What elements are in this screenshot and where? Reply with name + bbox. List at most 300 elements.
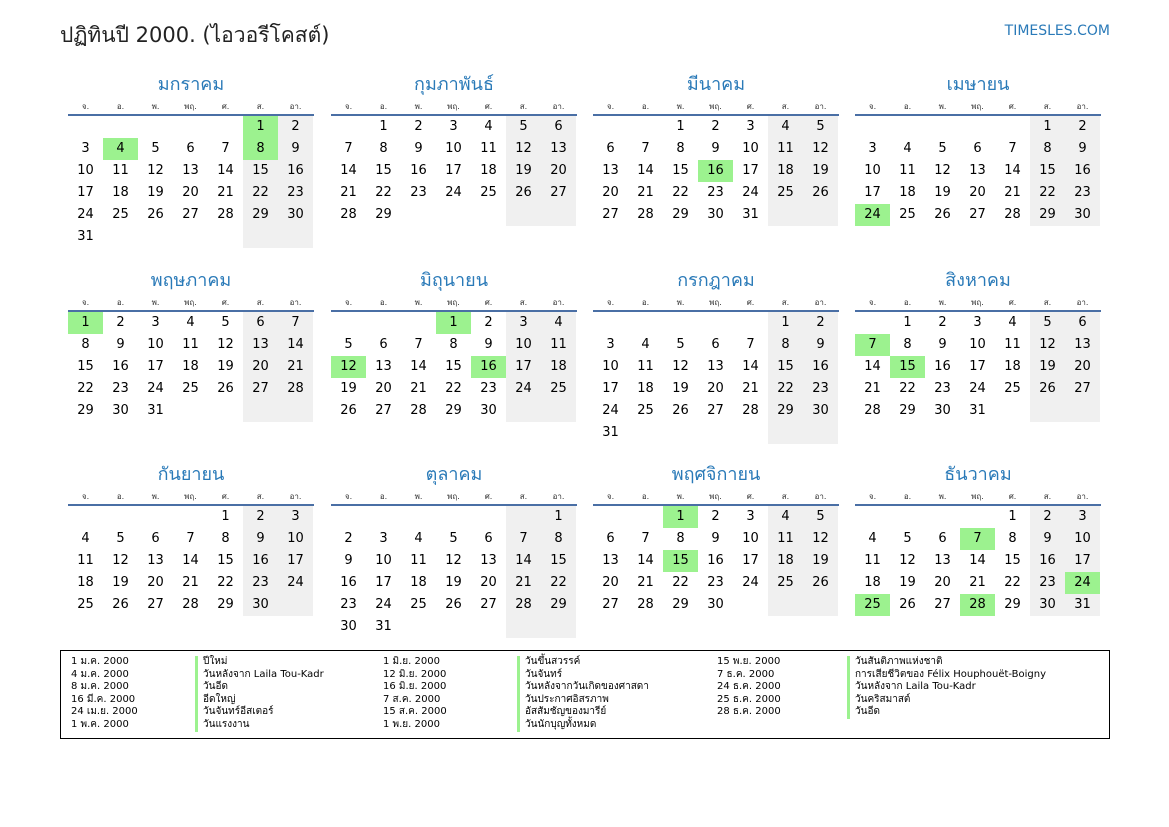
day-cell: 15	[1004, 553, 1021, 568]
day-cell: 23	[707, 185, 724, 200]
day-cell: 26	[147, 207, 164, 222]
day-cell: 12	[803, 138, 838, 160]
weekday-label: พฤ.	[709, 298, 722, 307]
day-cell: 18	[410, 575, 427, 590]
month-calendar	[593, 460, 839, 616]
weekday-label: พฤ.	[184, 492, 197, 501]
weekday-label: ศ.	[1008, 102, 1017, 111]
weekday-label: ศ.	[1008, 492, 1017, 501]
month-name: กันยายน	[157, 464, 225, 485]
day-cell: 2	[803, 312, 838, 334]
day-cell: 5	[221, 315, 230, 330]
day-cell: 31	[969, 403, 986, 418]
day-cell: 7	[506, 528, 541, 550]
weekday-header	[855, 490, 1101, 506]
day-cell: 22	[768, 378, 803, 400]
day-cell: 5	[938, 141, 947, 156]
weekday-label: อ.	[641, 298, 650, 307]
day-cell: 20	[602, 575, 619, 590]
day-cell: 18	[112, 185, 129, 200]
day-cell: 26	[217, 381, 234, 396]
day-cell: 17	[77, 185, 94, 200]
day-cell: 14	[410, 359, 427, 374]
day-cell: 18	[637, 381, 654, 396]
day-cell: 17	[742, 553, 759, 568]
weekday-label: อา.	[289, 298, 302, 307]
day-cell: 1	[68, 312, 103, 334]
empty-day-cell	[208, 400, 243, 422]
day-cell: 24	[855, 204, 890, 226]
day-cell: 29	[672, 207, 689, 222]
day-cell: 27	[969, 207, 986, 222]
weekday-header	[593, 100, 839, 116]
day-cell: 25	[112, 207, 129, 222]
day-cell: 6	[379, 337, 388, 352]
day-cell: 19	[1030, 356, 1065, 378]
holiday-date: 1 ม.ค. 2000	[71, 656, 129, 667]
empty-day-cell	[278, 226, 313, 248]
holiday-date: 28 ธ.ค. 2000	[717, 706, 781, 718]
day-cell: 31	[375, 619, 392, 634]
day-cell: 5	[449, 531, 458, 546]
empty-day-cell	[1030, 400, 1065, 422]
day-cell: 9	[803, 334, 838, 356]
day-cell: 1	[676, 119, 685, 134]
month-name: เมษายน	[946, 74, 1010, 95]
day-cell: 7	[855, 334, 890, 356]
day-cell: 29	[1004, 597, 1021, 612]
day-cell: 1	[768, 312, 803, 334]
weekday-label: พฤ.	[971, 492, 984, 501]
day-cell: 21	[182, 575, 199, 590]
day-cell: 31	[1065, 594, 1100, 616]
day-cell: 23	[707, 575, 724, 590]
day-grid	[593, 312, 839, 444]
day-cell: 1	[903, 315, 912, 330]
day-cell: 7	[1008, 141, 1017, 156]
empty-day-cell	[541, 400, 576, 422]
legend-dates-1	[71, 656, 138, 732]
day-cell: 9	[711, 531, 720, 546]
day-cell: 13	[182, 163, 199, 178]
weekday-label: ศ.	[221, 492, 230, 501]
day-cell: 24	[969, 381, 986, 396]
day-cell: 13	[602, 163, 619, 178]
day-cell: 9	[414, 141, 423, 156]
day-cell: 30	[112, 403, 129, 418]
weekday-label: พฤ.	[709, 102, 722, 111]
day-cell: 16	[934, 359, 951, 374]
holiday-name: ปีใหม่	[203, 656, 228, 667]
weekday-header	[855, 100, 1101, 116]
weekday-label: ส.	[256, 102, 265, 111]
day-cell: 26	[934, 207, 951, 222]
day-cell: 22	[1030, 182, 1065, 204]
day-cell: 12	[672, 359, 689, 374]
empty-day-cell	[593, 116, 628, 138]
weekday-label: จ.	[81, 298, 90, 307]
empty-day-cell	[628, 422, 663, 444]
day-cell: 24	[375, 597, 392, 612]
empty-day-cell	[506, 616, 541, 638]
day-cell: 20	[969, 185, 986, 200]
day-cell: 30	[340, 619, 357, 634]
weekday-header	[593, 490, 839, 506]
day-cell: 5	[803, 116, 838, 138]
day-cell: 4	[641, 337, 650, 352]
month-calendar	[68, 266, 314, 422]
day-cell: 8	[449, 337, 458, 352]
empty-day-cell	[278, 594, 313, 616]
day-cell: 21	[637, 185, 654, 200]
day-cell: 8	[1030, 138, 1065, 160]
month-name: มกราคม	[157, 74, 225, 95]
day-cell: 10	[278, 528, 313, 550]
weekday-label: ศ.	[221, 298, 230, 307]
day-cell: 21	[969, 575, 986, 590]
holiday-date: 25 ธ.ค. 2000	[717, 693, 781, 705]
weekday-label: อา.	[289, 102, 302, 111]
weekday-label: อ.	[903, 298, 912, 307]
month-calendar	[331, 460, 577, 638]
empty-day-cell	[855, 506, 890, 528]
day-cell: 26	[899, 597, 916, 612]
day-cell: 9	[243, 528, 278, 550]
day-cell: 2	[938, 315, 947, 330]
weekday-label: พ.	[414, 298, 423, 307]
day-cell: 26	[112, 597, 129, 612]
day-cell: 22	[899, 381, 916, 396]
day-grid	[331, 506, 577, 638]
day-cell: 2	[344, 531, 353, 546]
day-cell: 29	[541, 594, 576, 616]
day-cell: 21	[864, 381, 881, 396]
day-cell: 4	[903, 141, 912, 156]
day-cell: 11	[1004, 337, 1021, 352]
day-cell: 30	[1030, 594, 1065, 616]
day-cell: 24	[742, 185, 759, 200]
holiday-name: วันหลังจาก Laila Tou-Kadr	[203, 668, 324, 680]
day-cell: 2	[278, 116, 313, 138]
weekday-label: อา.	[814, 298, 827, 307]
empty-day-cell	[663, 312, 698, 334]
weekday-label: พ.	[414, 102, 423, 111]
month-calendar	[331, 70, 577, 226]
empty-day-cell	[366, 506, 401, 528]
day-cell: 22	[672, 575, 689, 590]
day-grid	[855, 312, 1101, 422]
day-cell: 8	[676, 531, 685, 546]
weekday-label: พฤ.	[184, 102, 197, 111]
day-cell: 14	[969, 553, 986, 568]
empty-day-cell	[506, 204, 541, 226]
weekday-label: จ.	[344, 102, 353, 111]
empty-day-cell	[103, 116, 138, 138]
day-cell: 26	[340, 403, 357, 418]
day-cell: 21	[506, 572, 541, 594]
day-cell: 25	[899, 207, 916, 222]
day-cell: 25	[768, 182, 803, 204]
day-grid	[593, 506, 839, 616]
empty-day-cell	[925, 506, 960, 528]
day-cell: 25	[410, 597, 427, 612]
day-cell: 14	[637, 553, 654, 568]
day-cell: 4	[541, 312, 576, 334]
day-cell: 25	[541, 378, 576, 400]
day-cell: 3	[973, 315, 982, 330]
day-cell: 19	[672, 381, 689, 396]
day-cell: 22	[375, 185, 392, 200]
empty-day-cell	[331, 116, 366, 138]
holiday-name: วันจันทร์	[525, 668, 563, 680]
day-cell: 6	[606, 141, 615, 156]
empty-day-cell	[733, 422, 768, 444]
day-cell: 26	[803, 182, 838, 204]
day-cell: 3	[746, 119, 755, 134]
day-cell: 8	[243, 138, 278, 160]
day-cell: 28	[864, 403, 881, 418]
empty-day-cell	[471, 506, 506, 528]
day-cell: 27	[1065, 378, 1100, 400]
empty-day-cell	[138, 226, 173, 248]
day-cell: 23	[340, 597, 357, 612]
day-cell: 31	[602, 425, 619, 440]
day-cell: 8	[81, 337, 90, 352]
empty-day-cell	[698, 422, 733, 444]
month-name: มีนาคม	[686, 74, 746, 95]
day-cell: 22	[672, 185, 689, 200]
day-cell: 28	[960, 594, 995, 616]
day-cell: 3	[151, 315, 160, 330]
day-cell: 22	[445, 381, 462, 396]
day-cell: 6	[973, 141, 982, 156]
empty-day-cell	[278, 400, 313, 422]
holiday-legend	[60, 650, 1110, 739]
day-cell: 5	[1030, 312, 1065, 334]
day-cell: 22	[77, 381, 94, 396]
day-cell: 10	[969, 337, 986, 352]
empty-day-cell	[541, 204, 576, 226]
day-cell: 5	[803, 506, 838, 528]
day-cell: 24	[506, 378, 541, 400]
weekday-label: พฤ.	[184, 298, 197, 307]
day-cell: 15	[663, 550, 698, 572]
day-cell: 8	[903, 337, 912, 352]
day-cell: 12	[803, 528, 838, 550]
day-cell: 8	[379, 141, 388, 156]
weekday-label: จ.	[606, 492, 615, 501]
day-cell: 14	[217, 163, 234, 178]
day-cell: 29	[77, 403, 94, 418]
weekday-label: อา.	[552, 102, 565, 111]
weekday-label: จ.	[868, 102, 877, 111]
day-cell: 13	[541, 138, 576, 160]
day-cell: 11	[77, 553, 94, 568]
month-calendar	[855, 460, 1101, 616]
day-cell: 16	[1065, 160, 1100, 182]
day-cell: 28	[1004, 207, 1021, 222]
day-cell: 11	[768, 528, 803, 550]
month-calendar	[68, 70, 314, 248]
holiday-date: 1 มิ.ย. 2000	[383, 656, 440, 667]
day-cell: 15	[217, 553, 234, 568]
weekday-label: อ.	[641, 102, 650, 111]
weekday-label: จ.	[868, 492, 877, 501]
day-cell: 25	[480, 185, 497, 200]
weekday-label: อ.	[903, 492, 912, 501]
day-cell: 13	[375, 359, 392, 374]
day-cell: 29	[243, 204, 278, 226]
day-cell: 9	[711, 141, 720, 156]
day-cell: 8	[676, 141, 685, 156]
day-cell: 22	[243, 182, 278, 204]
month-name: กุมภาพันธ์	[414, 74, 494, 95]
day-cell: 10	[445, 141, 462, 156]
day-cell: 11	[768, 138, 803, 160]
weekday-label: จ.	[81, 102, 90, 111]
holiday-date: 15 ส.ค. 2000	[383, 706, 447, 718]
weekday-header	[331, 490, 577, 506]
empty-day-cell	[628, 506, 663, 528]
site-name[interactable]: TIMESLES.COM	[1004, 23, 1110, 39]
weekday-label: อา.	[814, 492, 827, 501]
day-cell: 14	[742, 359, 759, 374]
day-cell: 18	[864, 575, 881, 590]
month-name: ตุลาคม	[425, 464, 483, 485]
day-cell: 15	[541, 550, 576, 572]
day-cell: 30	[278, 204, 313, 226]
holiday-date: 4 ม.ค. 2000	[71, 668, 129, 680]
day-cell: 11	[182, 337, 199, 352]
day-cell: 17	[445, 163, 462, 178]
day-cell: 17	[969, 359, 986, 374]
day-cell: 8	[541, 528, 576, 550]
weekday-label: อา.	[1076, 102, 1089, 111]
empty-day-cell	[890, 506, 925, 528]
weekday-label: อ.	[379, 298, 388, 307]
day-grid	[68, 312, 314, 422]
day-cell: 8	[1008, 531, 1017, 546]
day-cell: 30	[480, 403, 497, 418]
holiday-date: 7 ธ.ค. 2000	[717, 668, 775, 680]
day-cell: 25	[182, 381, 199, 396]
empty-day-cell	[1065, 400, 1100, 422]
day-cell: 27	[480, 597, 497, 612]
day-cell: 1	[221, 509, 230, 524]
day-cell: 21	[410, 381, 427, 396]
day-cell: 23	[803, 378, 838, 400]
day-cell: 12	[147, 163, 164, 178]
holiday-name: วันนักบุญทั้งหมด	[525, 718, 597, 730]
day-cell: 16	[803, 356, 838, 378]
holiday-name: วันขึ้นสวรรค์	[525, 656, 581, 667]
holiday-date: 1 พ.ค. 2000	[71, 718, 129, 730]
day-cell: 21	[1004, 185, 1021, 200]
day-cell: 27	[243, 378, 278, 400]
empty-day-cell	[506, 400, 541, 422]
day-grid	[855, 506, 1101, 616]
empty-day-cell	[960, 116, 995, 138]
weekday-label: พ.	[676, 298, 685, 307]
day-cell: 1	[1008, 509, 1017, 524]
weekday-label: ส.	[781, 492, 790, 501]
day-cell: 19	[934, 185, 951, 200]
empty-day-cell	[855, 312, 890, 334]
day-cell: 17	[742, 163, 759, 178]
day-cell: 1	[379, 119, 388, 134]
day-cell: 29	[768, 400, 803, 422]
holiday-date: 7 ส.ค. 2000	[383, 693, 441, 705]
day-cell: 7	[960, 528, 995, 550]
day-cell: 15	[890, 356, 925, 378]
empty-day-cell	[995, 400, 1030, 422]
day-cell: 24	[278, 572, 313, 594]
day-cell: 28	[742, 403, 759, 418]
day-cell: 5	[151, 141, 160, 156]
day-cell: 3	[278, 506, 313, 528]
day-cell: 22	[541, 572, 576, 594]
empty-day-cell	[541, 616, 576, 638]
day-cell: 13	[969, 163, 986, 178]
day-cell: 23	[243, 572, 278, 594]
day-cell: 10	[77, 163, 94, 178]
holiday-name: วันหลังจากวันเกิดของศาสดา	[525, 681, 649, 693]
day-cell: 31	[147, 403, 164, 418]
day-cell: 15	[77, 359, 94, 374]
empty-day-cell	[803, 594, 838, 616]
legend-names-1	[195, 656, 324, 732]
day-cell: 13	[934, 553, 951, 568]
day-cell: 9	[1030, 528, 1065, 550]
day-cell: 15	[1030, 160, 1065, 182]
day-cell: 11	[899, 163, 916, 178]
day-cell: 4	[414, 531, 423, 546]
weekday-label: พฤ.	[709, 492, 722, 501]
day-cell: 25	[77, 597, 94, 612]
holiday-name: วันประกาศอิสรภาพ	[525, 693, 609, 705]
day-cell: 19	[506, 160, 541, 182]
empty-day-cell	[436, 506, 471, 528]
day-cell: 12	[331, 356, 366, 378]
day-cell: 25	[855, 594, 890, 616]
holiday-date: 8 ม.ค. 2000	[71, 681, 129, 693]
weekday-label: ส.	[256, 298, 265, 307]
month-calendar	[331, 266, 577, 422]
weekday-label: พฤ.	[447, 298, 460, 307]
day-cell: 12	[445, 553, 462, 568]
day-cell: 16	[410, 163, 427, 178]
holiday-date: 24 ธ.ค. 2000	[717, 681, 781, 693]
day-cell: 10	[602, 359, 619, 374]
day-cell: 29	[375, 207, 392, 222]
day-cell: 3	[506, 312, 541, 334]
day-cell: 18	[480, 163, 497, 178]
weekday-label: พฤ.	[971, 102, 984, 111]
empty-day-cell	[173, 226, 208, 248]
day-cell: 29	[672, 597, 689, 612]
day-cell: 16	[707, 553, 724, 568]
day-cell: 29	[899, 403, 916, 418]
day-cell: 28	[278, 378, 313, 400]
weekday-label: ส.	[1043, 102, 1052, 111]
holiday-name: วันอีด	[203, 681, 228, 693]
weekday-header	[68, 490, 314, 506]
weekday-label: ศ.	[746, 298, 755, 307]
day-cell: 4	[868, 531, 877, 546]
month-name: พฤษภาคม	[150, 270, 232, 291]
day-cell: 5	[676, 337, 685, 352]
day-cell: 17	[375, 575, 392, 590]
